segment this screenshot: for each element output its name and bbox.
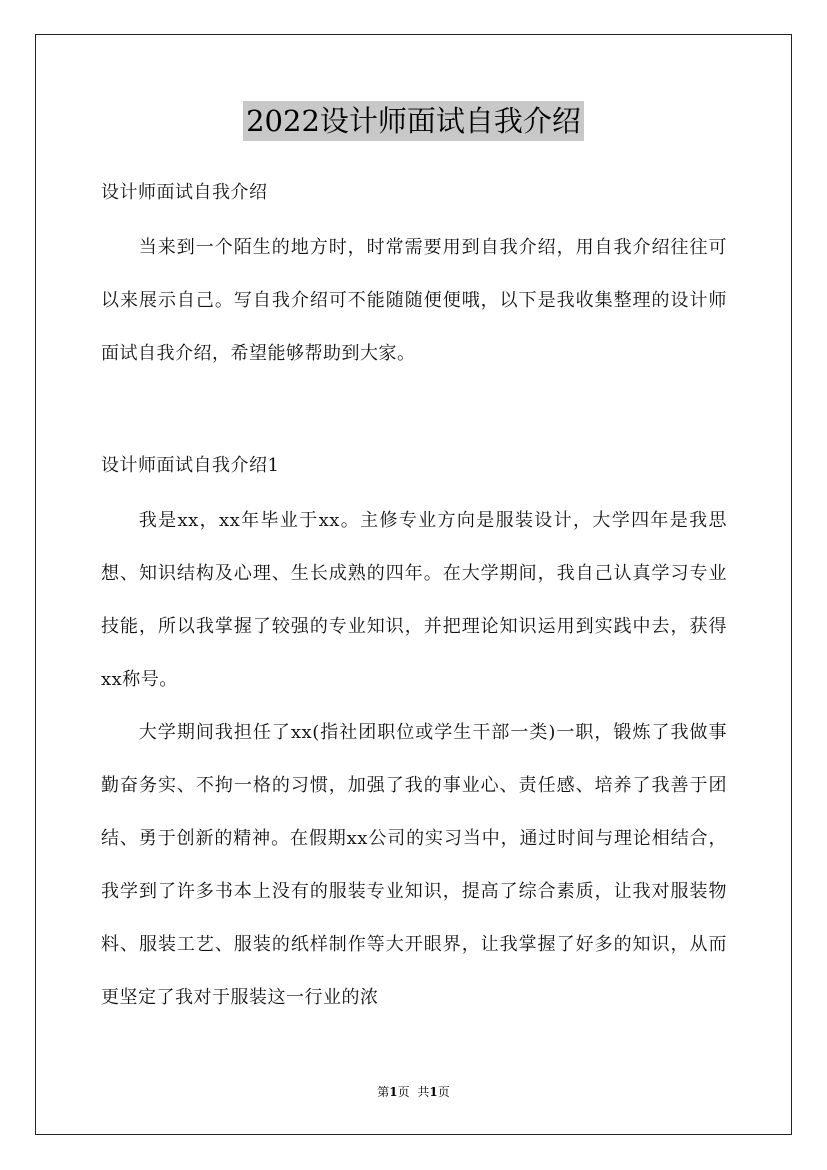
section-heading-1: 设计师面试自我介绍1 xyxy=(101,455,280,476)
document-title: 2022设计师面试自我介绍 xyxy=(243,101,584,141)
footer-page-current: 1 xyxy=(389,1085,398,1099)
footer-page-total: 1 xyxy=(429,1085,438,1099)
intro-block xyxy=(101,221,727,380)
footer-page-suffix: 页 xyxy=(397,1085,410,1099)
footer-page-prefix: 第 xyxy=(377,1085,390,1099)
title-wrap xyxy=(0,101,827,141)
page-footer xyxy=(0,1083,827,1101)
body-paragraph: 我是xx，xx年毕业于xx。主修专业方向是服装设计，大学四年是我思想、知识结构及心理、生长成熟的四年。在大学期间，我自己认真学习专业技能，所以我掌握了较强的专业知识，并把理论知识运用到实践中去，获得xx称号。 xyxy=(101,510,727,690)
body-paragraph: 大学期间我担任了xx(指社团职位或学生干部一类)一职，锻炼了我做事勤奋务实、不拘一格的习惯，加强了我的事业心、责任感、培养了我善于团结、勇于创新的精神。在假期xx公司的实习当中，通过时间与理论相结合，我学到了许多书本上没有的服装专业知识，提高了综合素质，让我对服装物料、服装工艺、服装的纸样制作等大开眼界，让我掌握了好多的知识，从而更坚定了我对于服装这一行业的浓 xyxy=(101,722,727,1008)
section1-body xyxy=(101,494,727,1024)
footer-total-suffix: 页 xyxy=(437,1085,450,1099)
footer-total-prefix: 共 xyxy=(417,1085,430,1099)
section-heading-intro: 设计师面试自我介绍 xyxy=(101,182,268,203)
intro-paragraph: 当来到一个陌生的地方时，时常需要用到自我介绍，用自我介绍往往可以来展示自己。写自我介绍可不能随随便便哦，以下是我收集整理的设计师面试自我介绍，希望能够帮助到大家。 xyxy=(101,237,727,364)
